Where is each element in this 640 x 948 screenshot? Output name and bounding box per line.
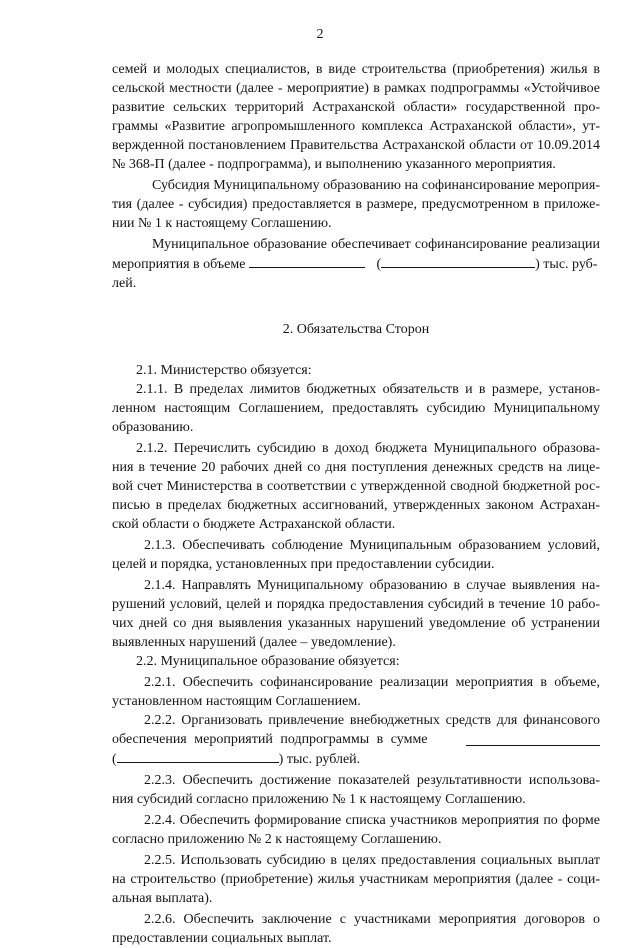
paragraph-subsidy [112, 176, 600, 233]
text-line: писью в пределах бюджетных ассигнований, утвержденных законом Астрахан- [112, 498, 600, 513]
clause-2-1-3 [112, 536, 600, 574]
text-line: нии № 1 к настоящему Соглашению. [112, 216, 332, 231]
text-line: 2.2.3. Обеспечить достижение показателей результативности использова- [144, 773, 600, 788]
text-line: Муниципальное образование обеспечивает софинансирование реализации [152, 237, 600, 252]
text-line: на строительство (приобретение) жилья участникам мероприятия (далее - соци- [112, 872, 600, 887]
clause-2-1 [112, 361, 600, 380]
amount-words-blank [381, 254, 535, 268]
text-line: вержденной постановлением Правительства Астраханской области от 10.09.2014 [112, 138, 600, 153]
text-fragment: ( [376, 257, 382, 272]
clause-2-2-4 [112, 811, 600, 849]
text-fragment: обеспечения мероприятий подпрограммы в сумме [112, 732, 428, 747]
text-line: 2.1. Министерство обязуется: [136, 363, 312, 378]
text-line: 2.2.1. Обеспечить софинансирование реализации мероприятия в объеме, [144, 675, 600, 690]
text-line: выявленных нарушений (далее – уведомление). [112, 635, 396, 650]
text-line: Субсидия Муниципальному образованию на софинансирование мероприя- [152, 178, 600, 193]
paragraph-cofinancing [112, 235, 600, 293]
page-number: 2 [316, 27, 324, 42]
clause-2-2-3 [112, 771, 600, 809]
text-line-with-blank [112, 730, 600, 749]
clause-2-1-1 [112, 380, 600, 437]
text-line: альная выплата). [112, 891, 213, 906]
text-line: граммы «Развитие агропромышленного комплекса Астраханской области», ут- [112, 119, 600, 134]
text-line: предоставлении социальных выплат. [112, 931, 332, 946]
text-line: 2.1.3. Обеспечивать соблюдение Муниципальным образованием условий, [144, 538, 600, 553]
amount-blank [249, 254, 365, 268]
text-line-with-blanks [112, 254, 600, 274]
text-fragment: ) тыс. рублей. [278, 752, 361, 767]
text-line: образованию. [112, 420, 194, 435]
text-line: ской области о бюджете Астраханской области. [112, 517, 396, 532]
clause-2-1-2 [112, 439, 600, 534]
text-fragment: ) тыс. руб- [535, 257, 598, 272]
text-line: 2.2.4. Обеспечить формирование списка участников мероприятия по форме [144, 813, 600, 828]
text-line: вой счет Министерства в соответствии с утвержденной сводной бюджетной рос- [112, 479, 600, 494]
text-line: целей и порядка, установленных при предоставлении субсидии. [112, 557, 495, 572]
amount-words-blank [117, 749, 279, 763]
clause-2-2-6 [112, 910, 600, 948]
text-line-with-blank [112, 749, 600, 769]
text-line: 2.2.5. Использовать субсидию в целях предоставления социальных выплат [144, 853, 600, 868]
clause-2-2-5 [112, 851, 600, 908]
text-line: ния субсидий согласно приложению № 1 к настоящему Соглашению. [112, 792, 526, 807]
text-line: 2.2.6. Обеспечить заключение с участниками мероприятия договоров о [144, 912, 600, 927]
text-line: тия (далее - субсидия) предоставляется в размере, предусмотренном в приложе- [112, 197, 600, 212]
clause-2-2-1 [112, 673, 600, 711]
text-line: 2.1.1. В пределах лимитов бюджетных обязательств и в размере, установ- [136, 382, 600, 397]
clause-2-1-4 [112, 576, 600, 652]
clause-2-2-2 [112, 711, 600, 769]
text-line: развитие сельских территорий Астраханской области» государственной про- [112, 100, 600, 115]
amount-blank [466, 732, 600, 746]
text-line: семей и молодых специалистов, в виде строительства (приобретения) жилья в [112, 62, 600, 77]
text-line: 2.2. Муниципальное образование обязуется: [136, 654, 400, 669]
text-fragment: мероприятия в объеме [112, 257, 246, 272]
clause-2-2 [112, 652, 600, 671]
text-line: 2.1.4. Направлять Муниципальному образованию в случае выявления на- [144, 578, 600, 593]
text-line: 2.1.2. Перечислить субсидию в доход бюджета Муниципального образова- [136, 441, 600, 456]
text-line: ния в течение 20 рабочих дней со дня поступления денежных средств на лице- [112, 460, 600, 475]
text-line: лей. [112, 276, 137, 291]
text-line: установленном настоящим Соглашением. [112, 694, 361, 709]
text-line: согласно приложению № 2 к настоящему Соглашению. [112, 832, 442, 847]
text-fragment: ( [112, 752, 117, 767]
text-line: чих дней со дня выявления указанных нарушений уведомление об устранении [112, 616, 600, 631]
text-line: рушений условий, целей и порядка предоставления субсидий в течение 10 рабо- [112, 597, 600, 612]
text-line: 2.2.2. Организовать привлечение внебюджетных средств для финансового [144, 713, 600, 728]
section-title: 2. Обязательства Сторон [282, 322, 430, 337]
document-body [112, 60, 600, 948]
text-line: ленном настоящим Соглашением, предоставлять субсидию Муниципальному [112, 401, 600, 416]
text-line: № 368-П (далее - подпрограмма), и выполнению указанного мероприятия. [112, 157, 556, 172]
paragraph-intro [112, 60, 600, 174]
text-line: сельской местности (далее - мероприятие) в рамках подпрограммы «Устойчивое [112, 81, 600, 96]
